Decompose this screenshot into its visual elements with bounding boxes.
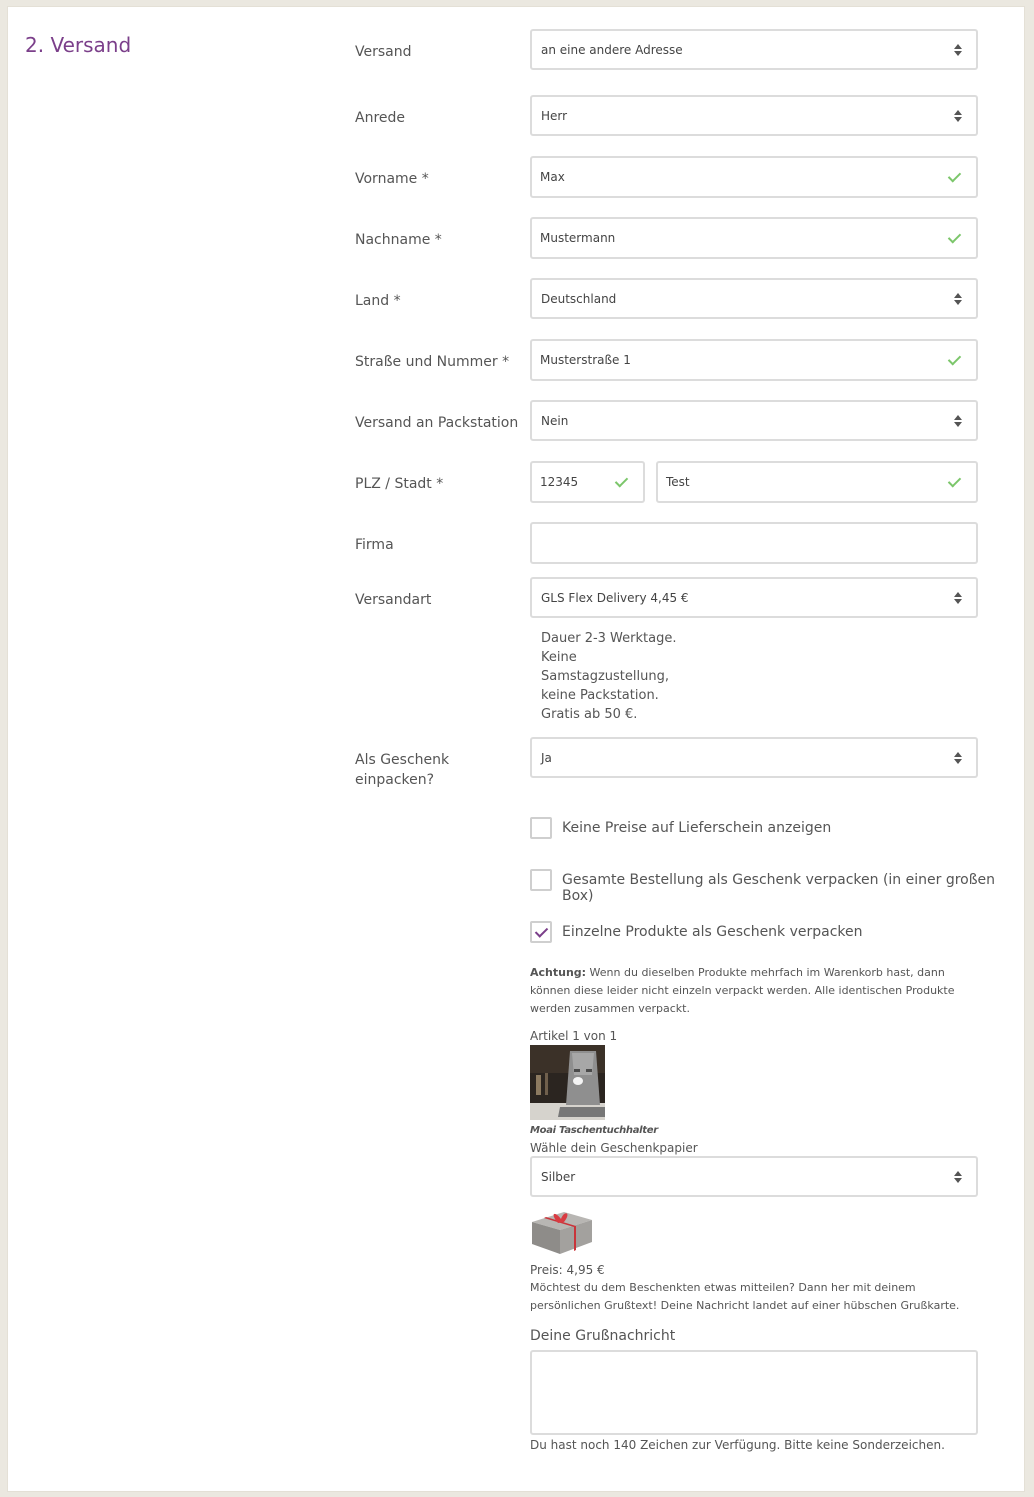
plz-value: 12345 — [540, 475, 579, 489]
gesamte-bestellung-checkbox[interactable] — [530, 869, 552, 891]
versand-value: an eine andere Adresse — [541, 42, 683, 57]
gruss-nachricht-textarea[interactable] — [530, 1350, 978, 1435]
versandart-value: GLS Flex Delivery 4,45 € — [541, 590, 689, 605]
anrede-select[interactable] — [530, 95, 978, 136]
product-image — [530, 1045, 605, 1120]
select-arrows-icon — [954, 592, 962, 604]
geschenk-select[interactable] — [530, 737, 978, 778]
moai-product-icon — [530, 1045, 605, 1120]
label-packstation: Versand an Packstation — [355, 415, 519, 431]
geschenk-value: Ja — [541, 750, 552, 765]
label-firma: Firma — [355, 537, 394, 553]
nachname-input[interactable] — [530, 217, 978, 259]
label-geschenk-line1: Als Geschenk — [355, 752, 450, 768]
note-line: Dauer 2-3 Werktage. — [541, 631, 677, 646]
warning-text: Wenn du dieselben Produkte mehrfach im Warenkorb hast, dann können diese leider nicht einzeln verpackt werden. Alle identischen Produkte werden zusammen verpackt. — [530, 966, 955, 1015]
einzelne-produkte-label: Einzelne Produkte als Geschenk verpacken — [562, 924, 863, 940]
paper-label: Wähle dein Geschenkpapier — [530, 1141, 698, 1155]
packstation-select[interactable] — [530, 400, 978, 441]
label-anrede: Anrede — [355, 110, 406, 126]
stadt-value: Test — [666, 475, 690, 489]
label-geschenk-line2: einpacken? — [355, 772, 435, 788]
label-geschenk — [355, 750, 449, 790]
vorname-input[interactable] — [530, 156, 978, 198]
plz-input[interactable] — [530, 461, 645, 503]
gift-wrap-image — [530, 1206, 594, 1258]
checkbox-row-einzelne[interactable] — [530, 921, 863, 943]
note-line: Keine — [541, 650, 577, 665]
vorname-value: Max — [540, 170, 565, 184]
gesamte-bestellung-label: Gesamte Bestellung als Geschenk verpacken (in einer großen Box) — [562, 872, 996, 904]
select-arrows-icon — [954, 293, 962, 305]
land-value: Deutschland — [541, 291, 617, 306]
keine-preise-label: Keine Preise auf Lieferschein anzeigen — [562, 820, 832, 836]
packstation-value: Nein — [541, 413, 569, 428]
strasse-input[interactable] — [530, 339, 978, 381]
warning-bold: Achtung: — [530, 966, 587, 979]
section-title: 2. Versand — [25, 33, 132, 57]
label-versandart: Versandart — [355, 592, 432, 608]
paper-value: Silber — [541, 1169, 576, 1184]
chars-remaining-hint: Du hast noch 140 Zeichen zur Verfügung. Bitte keine Sonderzeichen. — [530, 1438, 945, 1452]
message-label: Deine Grußnachricht — [530, 1328, 676, 1344]
select-arrows-icon — [954, 44, 962, 56]
nachname-value: Mustermann — [540, 231, 616, 245]
gift-warning — [530, 964, 980, 1018]
checkbox-row-keine-preise[interactable] — [530, 817, 831, 839]
label-versand: Versand — [355, 44, 412, 60]
keine-preise-checkbox[interactable] — [530, 817, 552, 839]
note-line: Samstagzustellung, — [541, 669, 669, 684]
label-nachname: Nachname * — [355, 232, 442, 248]
land-select[interactable] — [530, 278, 978, 319]
note-line: Gratis ab 50 €. — [541, 707, 638, 722]
label-vorname: Vorname * — [355, 171, 429, 187]
versandart-note — [541, 629, 676, 724]
stadt-input[interactable] — [656, 461, 978, 503]
checkbox-row-gesamte[interactable] — [530, 869, 1000, 904]
firma-input[interactable] — [530, 522, 978, 564]
anrede-value: Herr — [541, 108, 568, 123]
label-strasse: Straße und Nummer * — [355, 354, 510, 370]
product-name: Moai Taschentuchhalter — [530, 1125, 658, 1136]
versandart-select[interactable] — [530, 577, 978, 618]
label-plz-stadt: PLZ / Stadt * — [355, 476, 444, 492]
select-arrows-icon — [954, 1171, 962, 1183]
versand-select[interactable] — [530, 29, 978, 70]
strasse-value: Musterstraße 1 — [540, 353, 631, 367]
gift-box-icon — [530, 1206, 594, 1258]
einzelne-produkte-checkbox[interactable] — [530, 921, 552, 943]
message-prompt: Möchtest du dem Beschenkten etwas mitteilen? Dann her mit deinem persönlichen Grußtext! Deine Nachricht landet auf einer hübschen Grußkarte. — [530, 1281, 960, 1312]
geschenkpapier-select[interactable] — [530, 1156, 978, 1197]
note-line: keine Packstation. — [541, 688, 659, 703]
select-arrows-icon — [954, 110, 962, 122]
article-counter: Artikel 1 von 1 — [530, 1029, 618, 1043]
select-arrows-icon — [954, 415, 962, 427]
label-land: Land * — [355, 293, 401, 309]
gift-price: Preis: 4,95 € — [530, 1263, 605, 1277]
select-arrows-icon — [954, 752, 962, 764]
